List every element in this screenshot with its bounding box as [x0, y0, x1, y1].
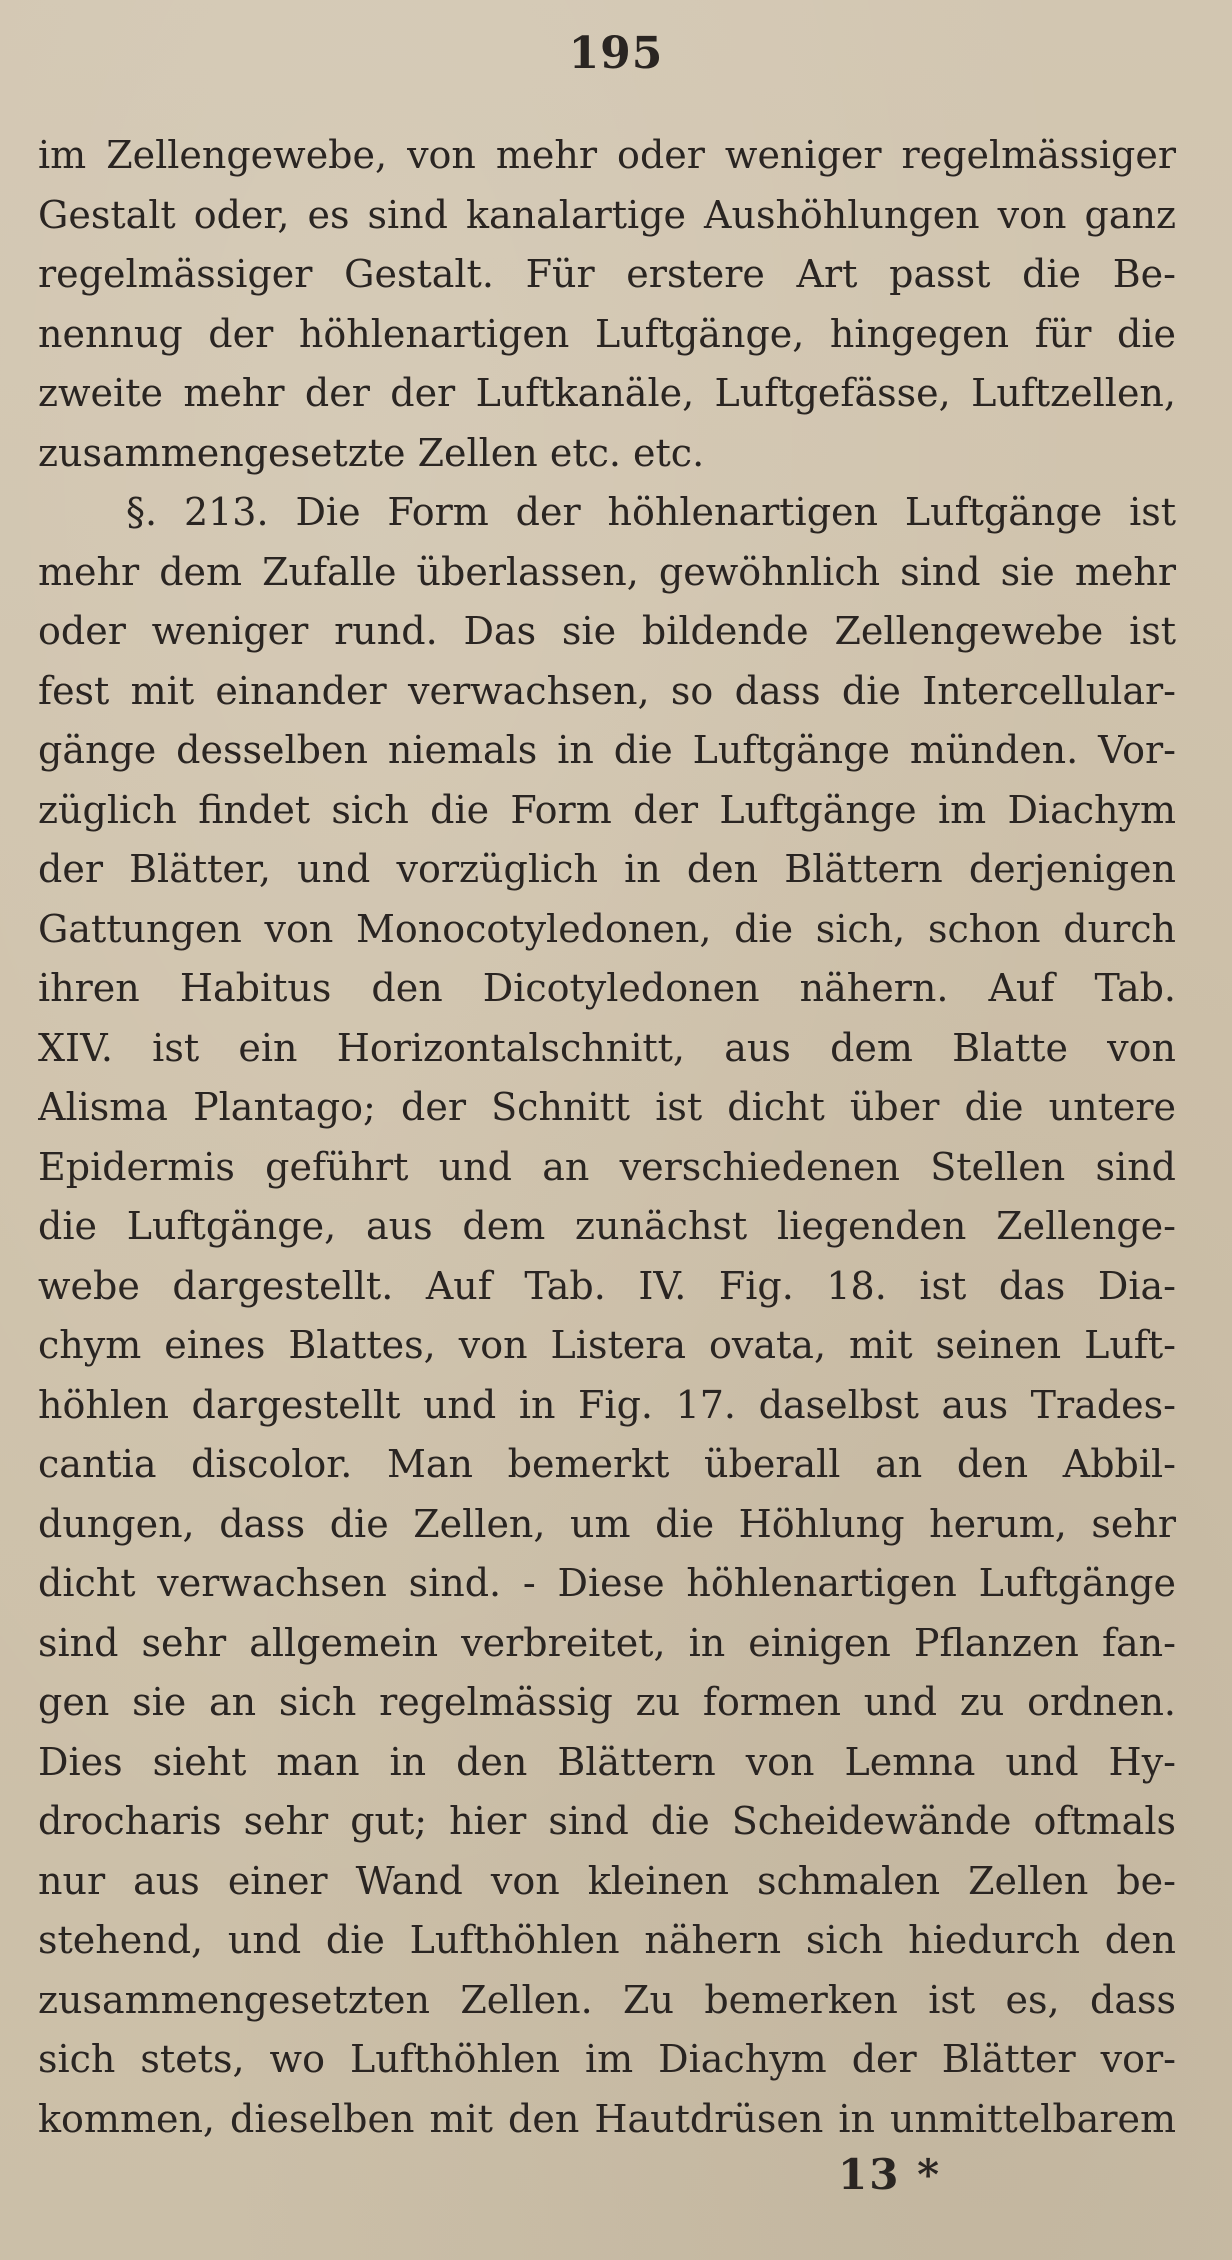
text-line: Gestalt oder, es sind kanalartige Aushöhlungen von ganz: [38, 192, 1176, 237]
text-line: gen sie an sich regelmässig zu formen und zu ordnen.: [38, 1680, 1176, 1724]
text-line: zusammengesetzten Zellen. Zu bemerken ist es, dass: [38, 1977, 1176, 2022]
text-line: ihren Habitus den Dicotyledonen nähern. Auf Tab.: [38, 966, 1176, 1010]
text-line: Gattungen von Monocotyledonen, die sich, schon durch: [38, 906, 1176, 951]
text-line: drocharis sehr gut; hier sind die Scheidewände oftmals: [38, 1799, 1176, 1843]
text-line: XIV. ist ein Horizontalschnitt, aus dem Blatte von: [38, 1025, 1176, 1070]
text-line: nennug der höhlenartigen Luftgänge, hingegen für die: [38, 311, 1176, 356]
text-line: dungen, dass die Zellen, um die Höhlung herum, sehr: [38, 1501, 1176, 1546]
text-line: kommen, dieselben mit den Hautdrüsen in unmittelbarem: [38, 2096, 1176, 2141]
text-line: im Zellengewebe, von mehr oder weniger regelmässiger: [38, 133, 1176, 177]
text-line: zweite mehr der der Luftkanäle, Luftgefässe, Luftzellen,: [38, 371, 1176, 415]
text-line: Alisma Plantago; der Schnitt ist dicht über die untere: [38, 1085, 1176, 1129]
signature-mark: 13 *: [838, 2150, 942, 2199]
text-line: Epidermis geführt und an verschiedenen Stellen sind: [38, 1144, 1176, 1189]
text-line: regelmässiger Gestalt. Für erstere Art passt die Be-: [38, 252, 1176, 296]
text-line: mehr dem Zufalle überlassen, gewöhnlich sind sie mehr: [38, 549, 1176, 594]
text-line: die Luftgänge, aus dem zunächst liegenden Zellenge-: [38, 1204, 1176, 1248]
text-line: gänge desselben niemals in die Luftgänge münden. Vor-: [38, 728, 1176, 772]
text-line: sich stets, wo Lufthöhlen im Diachym der Blätter vor-: [38, 2037, 1176, 2081]
text-line: zusammengesetzte Zellen etc. etc.: [38, 430, 705, 475]
text-line: fest mit einander verwachsen, so dass die Intercellular-: [38, 668, 1176, 713]
text-line: cantia discolor. Man bemerkt überall an den Abbil-: [38, 1442, 1176, 1486]
body-text: [38, 126, 1176, 2149]
text-line: Dies sieht man in den Blättern von Lemna und Hy-: [38, 1739, 1176, 1784]
page-number: 195: [568, 28, 664, 79]
text-line: nur aus einer Wand von kleinen schmalen Zellen be-: [38, 1858, 1176, 1903]
text-line: oder weniger rund. Das sie bildende Zellengewebe ist: [38, 609, 1176, 653]
text-line: der Blätter, und vorzüglich in den Blättern derjenigen: [38, 847, 1176, 891]
text-line: chym eines Blattes, von Listera ovata, mit seinen Luft-: [38, 1323, 1176, 1367]
text-line: sind sehr allgemein verbreitet, in einigen Pflanzen fan-: [38, 1620, 1176, 1665]
text-line: stehend, und die Lufthöhlen nähern sich hiedurch den: [38, 1918, 1176, 1962]
text-line: züglich findet sich die Form der Luftgänge im Diachym: [38, 787, 1176, 832]
text-line: höhlen dargestellt und in Fig. 17. daselbst aus Trades-: [38, 1382, 1176, 1427]
text-line: dicht verwachsen sind. - Diese höhlenartigen Luftgänge: [38, 1561, 1176, 1605]
section-213-start: §. 213. Die Form der höhlenartigen Luftgänge ist: [126, 490, 1176, 534]
text-line: webe dargestellt. Auf Tab. IV. Fig. 18. ist das Dia-: [38, 1263, 1176, 1308]
